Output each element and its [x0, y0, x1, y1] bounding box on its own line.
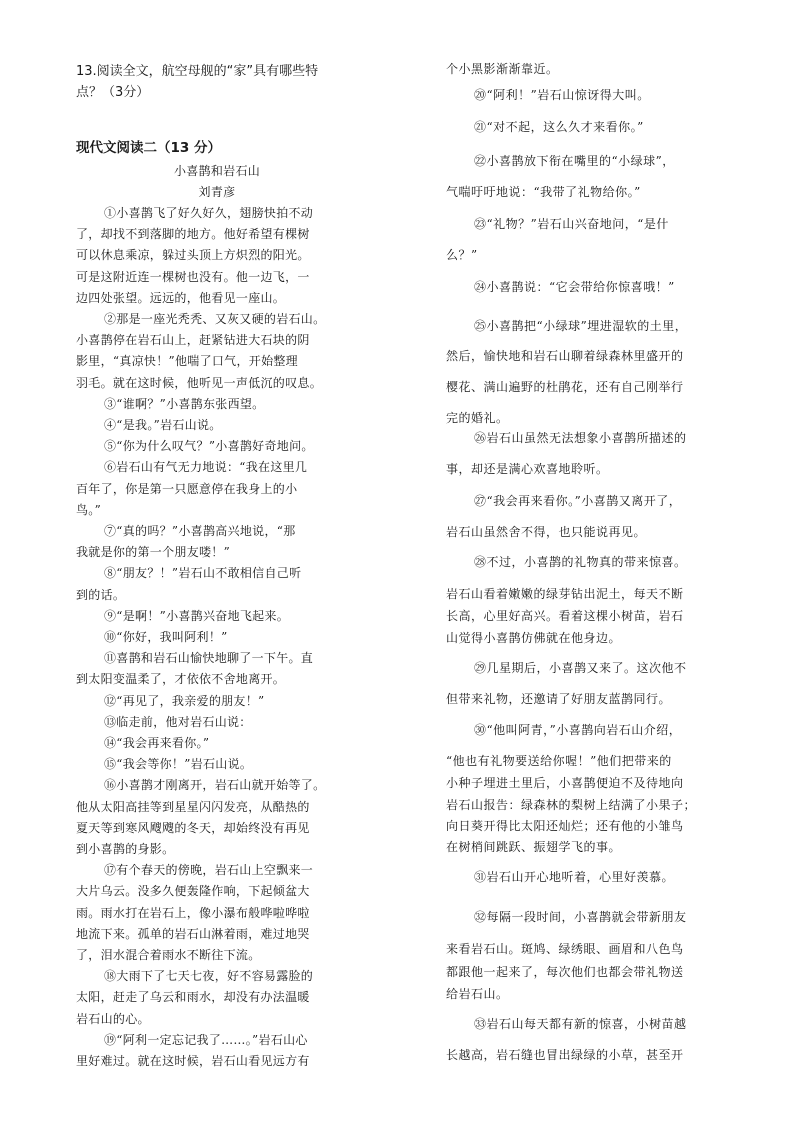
paragraph-line: 给岩石山。: [446, 987, 509, 1001]
paragraph-line: 了，却找不到落脚的地方。他好希望有棵树: [76, 227, 310, 242]
paragraph-line: 在树梢间跳跃、振翅学飞的事。: [446, 840, 622, 854]
paragraph-line: “他也有礼物要送给你喔！”他们把带来的: [446, 754, 672, 768]
paragraph-line: 事，却还是满心欢喜地聆听。: [446, 462, 609, 476]
paragraph-line: ②那是一座光秃秃、又灰又硬的岩石山。: [104, 312, 326, 326]
paragraph-line: 岩石山的心。: [76, 1011, 150, 1026]
paragraph-line: 小种子埋进土里后，小喜鹊便迫不及待地向: [446, 776, 684, 790]
paragraph-line: ⑦“真的吗？”小喜鹊高兴地说，“那: [104, 524, 296, 538]
paragraph-line: 到的话。: [76, 587, 126, 602]
paragraph-line: 到小喜鹊的身影。: [76, 842, 175, 856]
paragraph-line: 雨。雨水打在岩石上，像小瀑布般哗啦哗啦: [76, 905, 310, 920]
paragraph-line: ⑳“阿利！”岩石山惊讶得大叫。: [474, 88, 650, 102]
paragraph-line: 么？”: [446, 248, 478, 262]
paragraph-line: 长越高，岩石缝也冒出绿绿的小草，甚至开: [446, 1048, 684, 1062]
paragraph-line: 地流下来。孤单的岩石山淋着雨，难过地哭: [76, 926, 310, 941]
section-heading: 现代文阅读二（13 分）: [76, 140, 221, 156]
paragraph-line: ⑱大雨下了七天七夜，好不容易露脸的: [104, 969, 314, 984]
paragraph-line: ⑭“我会再来看你。”: [104, 736, 210, 750]
paragraph-line: ⑨“是啊！”小喜鹊兴奋地飞起来。: [104, 608, 290, 623]
paragraph-line: ㉖岩石山虽然无法想象小喜鹊所描述的: [474, 431, 687, 445]
paragraph-line: 大片乌云。没多久便轰隆作响，下起倾盆大: [76, 884, 310, 899]
paragraph-line: ㉔小喜鹊说：“它会带给你惊喜哦！”: [474, 280, 675, 294]
paragraph-line: 气喘吁吁地说：“我带了礼物给你。”: [446, 185, 641, 199]
paragraph-line: 小喜鹊停在岩石山上，赶紧钻进大石块的阴: [76, 333, 310, 348]
paragraph-line: 个小黑影渐渐靠近。: [446, 62, 559, 76]
paragraph-line: 影里，“真凉快！”他喘了口气，开始整理: [76, 354, 298, 369]
paragraph-line: 百年了，你是第一只愿意停在我身上的小: [76, 481, 298, 496]
paragraph-line: 到太阳变温柔了，才依依不舍地离开。: [76, 672, 286, 687]
paragraph-line: ⑰有个春天的傍晚，岩石山上空飘来一: [104, 863, 314, 878]
paragraph-line: ⑤“你为什么叹气？”小喜鹊好奇地问。: [104, 439, 314, 454]
paragraph-line: ④“是我。”岩石山说。: [104, 418, 222, 432]
paragraph-line: ㉗“我会再来看你。”小喜鹊又离开了，: [474, 494, 682, 508]
paragraph-line: 可是这附近连一棵树也没有。他一边飞，一: [76, 269, 310, 284]
paragraph-line: ㉜每隔一段时间，小喜鹊就会带新朋友: [474, 910, 687, 924]
paragraph-line: 然后，愉快地和岩石山聊着绿森林里盛开的: [446, 349, 684, 363]
paragraph-line: ⑯小喜鹊才刚离开，岩石山就开始等了。: [104, 778, 326, 793]
paragraph-line: ⑮“我会等你！”岩石山说。: [104, 757, 253, 772]
paragraph-line: ①小喜鹊飞了好久好久，翅膀快拍不动: [104, 206, 314, 220]
paragraph-line: ㉓“礼物？”岩石山兴奋地问，“是什: [474, 217, 669, 231]
paragraph-line: 山觉得小喜鹊仿佛就在他身边。: [446, 631, 622, 645]
paragraph-line: 岩石山虽然舍不得，也只能说再见。: [446, 525, 647, 539]
paragraph-line: 岩石山报告：绿森林的梨树上结满了小果子；: [446, 798, 697, 812]
paragraph-line: ⑧“朋友？！”岩石山不敢相信自己听: [104, 566, 302, 581]
paragraph-line: ③“谁啊？”小喜鹊东张西望。: [104, 396, 265, 411]
paragraph-line: 夏天等到寒风飕飕的冬天，却始终没有再见: [76, 820, 310, 835]
paragraph-line: ㉕小喜鹊把“小绿球”埋进湿软的土里，: [474, 319, 688, 333]
paragraph-line: 羽毛。就在这时候，他听见一声低沉的叹息。: [76, 375, 323, 390]
question-line-2: 点？（3分）: [76, 85, 150, 100]
paragraph-line: 都跟他一起来了，每次他们也都会带礼物送: [446, 965, 684, 979]
paragraph-line: 但带来礼物，还邀请了好朋友蓝鹊同行。: [446, 692, 672, 706]
paragraph-line: 可以休息乘凉，躲过头顶上方炽烈的阳光。: [76, 248, 310, 263]
paragraph-line: ⑪喜鹊和岩石山愉快地聊了一下午。直: [104, 651, 314, 666]
paragraph-line: 鸟。”: [76, 502, 102, 517]
paragraph-line: ㉙几星期后，小喜鹊又来了。这次他不: [474, 661, 687, 675]
paragraph-line: 完的婚礼。: [446, 411, 509, 425]
paragraph-line: 太阳，赶走了乌云和雨水，却没有办法温暖: [76, 990, 310, 1005]
paragraph-line: 向日葵开得比太阳还灿烂；还有他的小雏鸟: [446, 819, 684, 833]
paragraph-line: ㉚“他叫阿青，”小喜鹊向岩石山介绍，: [474, 723, 682, 737]
paragraph-line: 我就是你的第一个朋友喽！”: [76, 545, 231, 560]
paragraph-line: ㉝岩石山每天都有新的惊喜，小树苗越: [474, 1017, 687, 1031]
paragraph-line: 了，泪水混合着雨水不断往下流。: [76, 948, 261, 962]
paragraph-line: ㉑“对不起，这么久才来看你。”: [474, 120, 644, 134]
paragraph-line: ⑬临走前，他对岩石山说：: [104, 714, 252, 729]
paragraph-line: 来看岩石山。斑鸠、绿绣眼、画眉和八色鸟: [446, 942, 684, 956]
paragraph-line: ⑥岩石山有气无力地说：“我在这里几: [104, 460, 308, 475]
paragraph-line: ㉘不过，小喜鹊的礼物真的带来惊喜。: [474, 555, 687, 569]
paragraph-line: 樱花、满山遍野的杜鹃花，还有自己刚举行: [446, 380, 684, 394]
paragraph-line: ㉛岩石山开心地听着，心里好羡慕。: [474, 870, 675, 884]
paragraph-line: 里好难过。就在这时候，岩石山看见远方有: [76, 1054, 310, 1068]
paragraph-line: 边四处张望。远远的，他看见一座山。: [76, 290, 286, 305]
paragraph-line: 长高，心里好高兴。看着这棵小树苗，岩石: [446, 609, 684, 623]
story-author: 刘青彦: [198, 185, 236, 199]
question-line-1: 13.阅读全文，航空母舰的“家”具有哪些特: [76, 64, 319, 79]
story-title: 小喜鹊和岩石山: [173, 164, 261, 178]
paragraph-line: ⑩“你好，我叫阿利！”: [104, 630, 228, 644]
paragraph-line: 岩石山看着嫩嫩的绿芽钻出泥土，每天不断: [446, 587, 684, 601]
paragraph-line: ⑲“阿利一定忘记我了……。”岩石山心: [104, 1032, 308, 1047]
paragraph-line: ㉒小喜鹊放下衔在嘴里的“小绿球”，: [474, 154, 675, 168]
paragraph-line: 他从太阳高挂等到星星闪闪发亮，从酷热的: [76, 799, 310, 814]
paragraph-line: ⑫“再见了，我亲爱的朋友！”: [104, 693, 265, 708]
